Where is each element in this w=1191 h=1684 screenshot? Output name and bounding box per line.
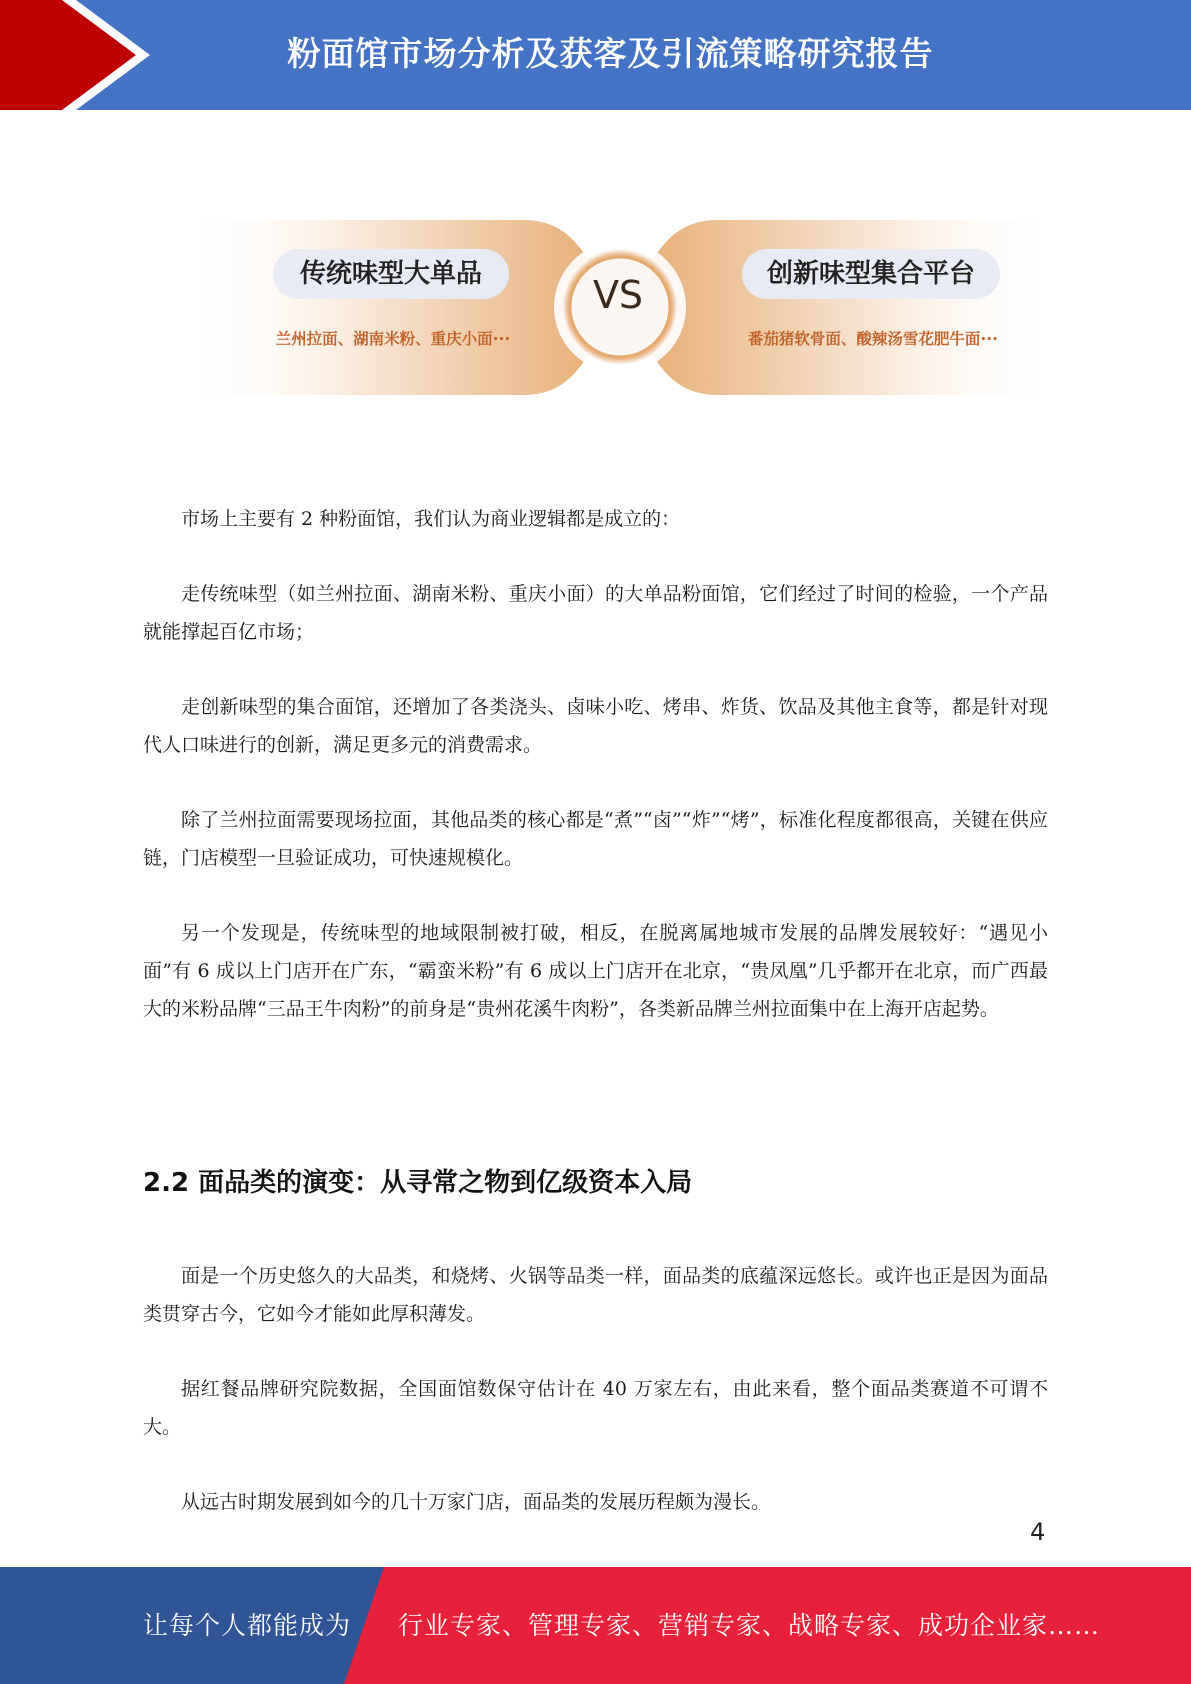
footer-slogan-left: 让每个人都能成为 <box>143 1611 352 1640</box>
paragraph: 走传统味型（如兰州拉面、湖南米粉、重庆小面）的大单品粉面馆，它们经过了时间的检验，一个产品就能撑起百亿市场； <box>143 583 1048 643</box>
traditional-flavor-label: 传统味型大单品 <box>273 249 509 299</box>
paragraph: 走创新味型的集合面馆，还增加了各类浇头、卤味小吃、烤串、炸货、饮品及其他主食等，都是针对现代人口味进行的创新，满足更多元的消费需求。 <box>143 696 1048 756</box>
vs-label: VS <box>592 273 644 317</box>
paragraph: 据红餐品牌研究院数据，全国面馆数保守估计在 40 万家左右，由此来看，整个面品类赛道不可谓不大。 <box>143 1378 1048 1438</box>
footer-slogan-right: 行业专家、管理专家、营销专家、战略专家、成功企业家…… <box>398 1611 1101 1640</box>
section-heading: 2.2 面品类的演变：从寻常之物到亿级资本入局 <box>143 1168 693 1198</box>
traditional-examples: 兰州拉面、湖南米粉、重庆小面··· <box>275 330 511 348</box>
header-arrow-decoration <box>0 0 160 110</box>
innovative-examples: 番茄猪软骨面、酸辣汤雪花肥牛面··· <box>747 330 999 348</box>
page-footer <box>0 1567 1191 1684</box>
paragraph: 市场上主要有 2 种粉面馆，我们认为商业逻辑都是成立的： <box>181 508 681 530</box>
paragraph: 除了兰州拉面需要现场拉面，其他品类的核心都是“煮”“卤”“炸”“烤”，标准化程度都很高，关键在供应链，门店模型一旦验证成功，可快速规模化。 <box>143 809 1048 869</box>
body-text <box>143 500 1048 1028</box>
paragraph: 面是一个历史悠久的大品类，和烧烤、火锅等品类一样，面品类的底蕴深远悠长。或许也正是因为面品类贯穿古今，它如今才能如此厚积薄发。 <box>143 1265 1048 1325</box>
page-number: 4 <box>1030 1518 1046 1546</box>
page-header <box>0 0 1191 110</box>
comparison-banner <box>178 215 1063 400</box>
section-body-text <box>143 1257 1048 1521</box>
report-title: 粉面馆市场分析及获客及引流策略研究报告 <box>287 34 934 73</box>
paragraph: 另一个发现是，传统味型的地域限制被打破，相反，在脱离属地城市发展的品牌发展较好：“遇见小面”有 6 成以上门店开在广东，“霸蛮米粉”有 6 成以上门店开在北京，“贵凤凰”几乎都开在北京，而广西最大的米粉品牌“三品王牛肉粉”的前身是“贵州花溪牛肉粉”，各类新品牌兰州拉面集中在上海开店起势。 <box>143 922 1048 1020</box>
innovative-flavor-label: 创新味型集合平台 <box>742 249 1000 299</box>
paragraph: 从远古时期发展到如今的几十万家门店，面品类的发展历程颇为漫长。 <box>181 1491 771 1513</box>
